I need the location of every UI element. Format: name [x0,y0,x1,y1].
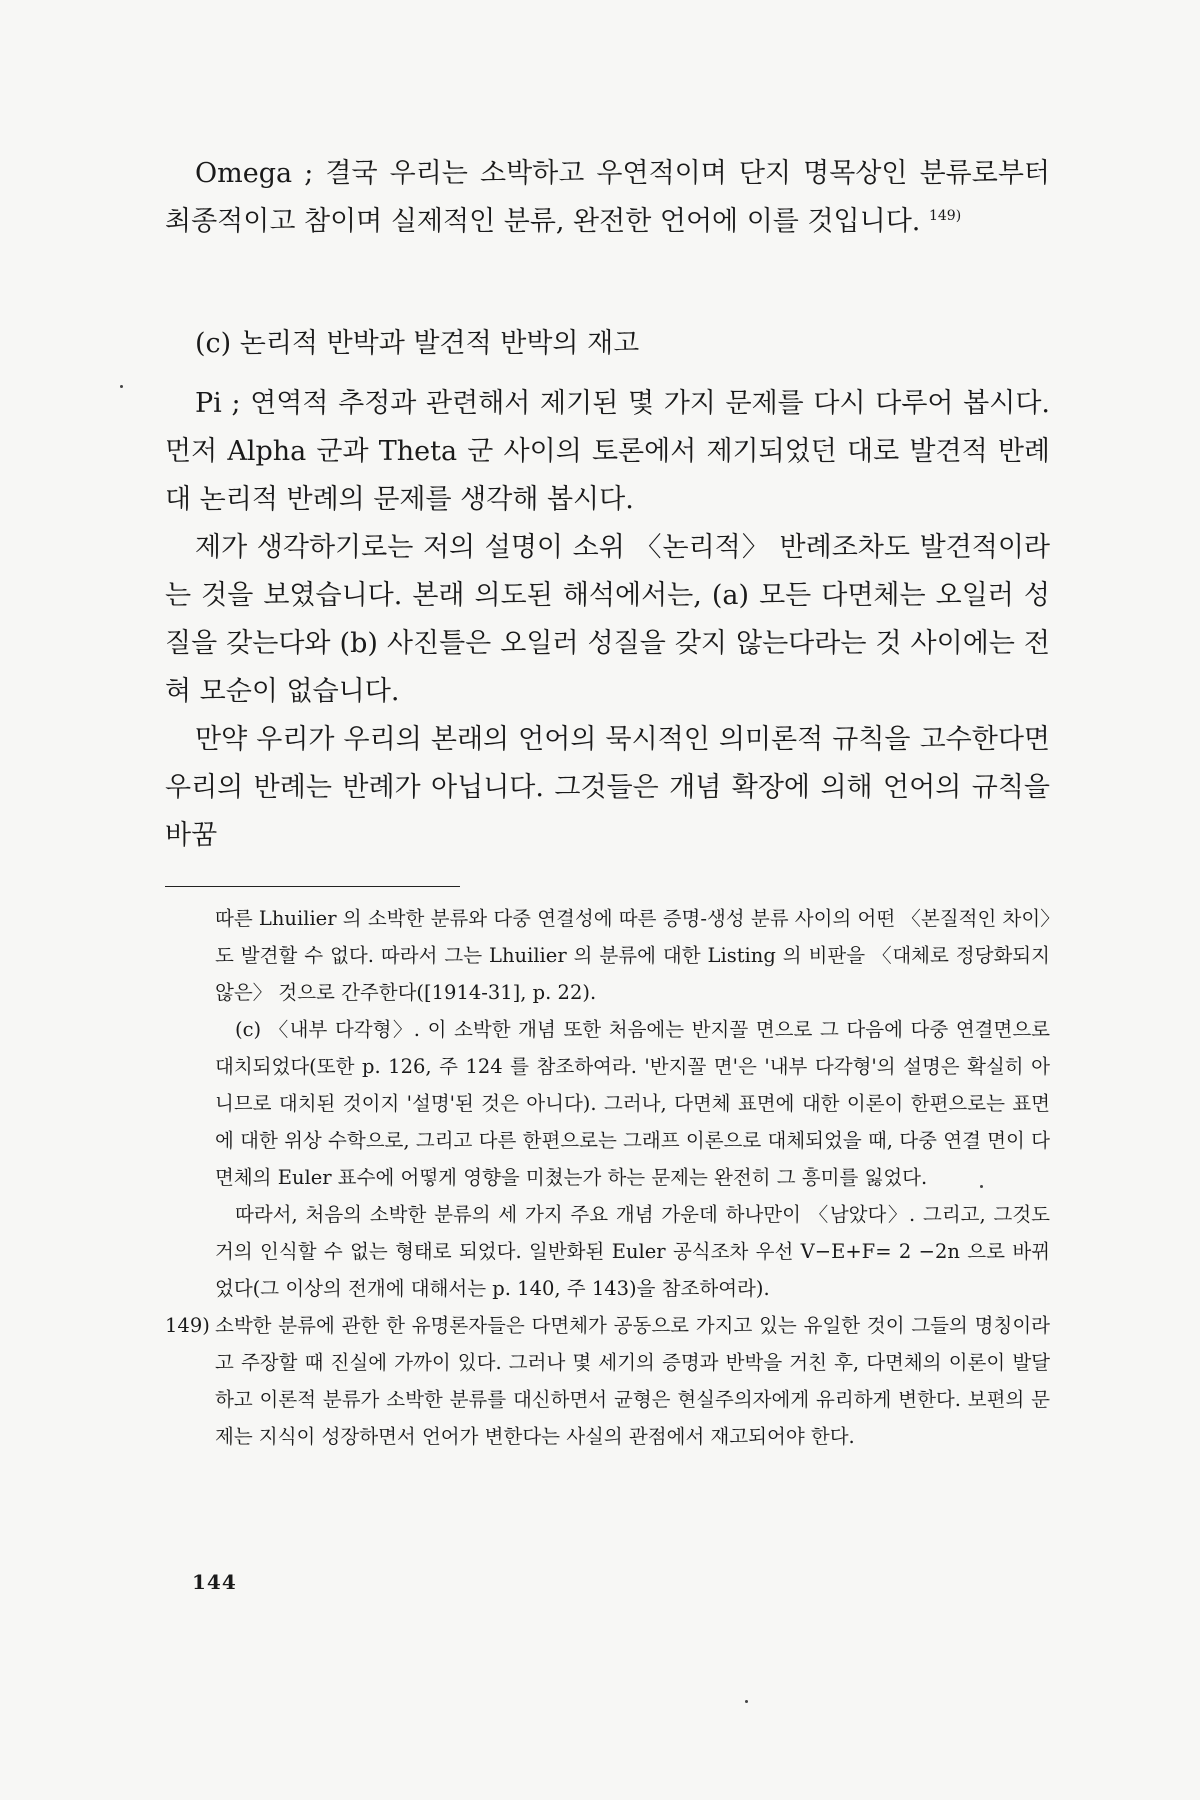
section-heading: (c) 논리적 반박과 발견적 반박의 재고 [195,328,640,359]
footnote-c-paragraph: (c) 〈내부 다각형〉. 이 소박한 개념 또한 처음에는 반지꼴 면으로 그 다음에 다중 연결면으로 대치되었다(또한 p. 126, 주 124 를 참조하여라. '반지꼴 면'은 '내부 다각형'의 설명은 확실히 아니므로 대치된 것이지 '설명'된 것은 아니다). 그러나, 다면체 표면에 대한 이론이 한편으로는 표면에 대한 위상 수학으로, 그리고 다른 한편으로는 그래프 이론으로 대체되었을 때, 다중 연결 면이 다면체의 Euler 표수에 어떻게 영향을 미쳤는가 하는 문제는 완전히 그 흥미를 잃었다. [215,1018,1050,1189]
omega-text: Omega ; 결국 우리는 소박하고 우연적이며 단지 명목상인 분류로부터 최종적이고 참이며 실제적인 분류, 완전한 언어에 이를 것입니다. [165,158,1050,237]
scan-speck [745,1700,748,1703]
footnote-continuation: 따른 Lhuilier 의 소박한 분류와 다중 연결성에 따른 증명-생성 분류 사이의 어떤 〈본질적인 차이〉도 발견할 수 없다. 따라서 그는 Lhuilier 의 분류에 대한 Listing 의 비판을 〈대체로 정당화되지 않은〉 것으로 간주한다([1914-31], p. 22). [215,907,1050,1004]
footnote-divider [165,886,460,887]
footnotes [165,900,1050,1455]
footnote-therefore-paragraph: 따라서, 처음의 소박한 분류의 세 가지 주요 개념 가운데 하나만이 〈남았다〉. 그리고, 그것도 거의 인식할 수 없는 형태로 되었다. 일반화된 Euler 공식조차 우선 V−E+F= 2 −2n 으로 바뀌었다(그 이상의 전개에 대해서는 p. 140, 주 143)을 참조하여라). [215,1203,1050,1300]
counterexample-paragraph: 만약 우리가 우리의 본래의 언어의 묵시적인 의미론적 규칙을 고수한다면 우리의 반례는 반례가 아닙니다. 그것들은 개념 확장에 의해 언어의 규칙을 바꿈 [165,724,1050,851]
explanation-paragraph: 제가 생각하기로는 저의 설명이 소위 〈논리적〉 반례조차도 발견적이라는 것을 보였습니다. 본래 의도된 해석에서는, (a) 모든 다면체는 오일러 성질을 갖는다와 (b) 사진틀은 오일러 성질을 갖지 않는다라는 것 사이에는 전혀 모순이 없습니다. [165,532,1050,707]
footnote-number: 149) [165,1314,210,1337]
main-text [165,380,1050,860]
page-number: 144 [192,1570,237,1594]
footnote-149 [165,1307,1050,1455]
footnote-149-text: 소박한 분류에 관한 한 유명론자들은 다면체가 공동으로 가지고 있는 유일한 것이 그들의 명칭이라고 주장할 때 진실에 가까이 있다. 그러나 몇 세기의 증명과 반박을 거친 후, 다면체의 이론이 발달하고 이론적 분류가 소박한 분류를 대신하면서 균형은 현실주의자에게 유리하게 변한다. 보편의 문제는 지식이 성장하면서 언어가 변한다는 사실의 관점에서 재고되어야 한다. [215,1314,1050,1448]
omega-paragraph [165,150,1050,246]
scan-speck [120,385,123,388]
scan-speck [980,1185,983,1188]
footnote-ref-149: 149) [928,208,962,224]
pi-paragraph: Pi ; 연역적 추정과 관련해서 제기된 몇 가지 문제를 다시 다루어 봅시다. 먼저 Alpha 군과 Theta 군 사이의 토론에서 제기되었던 대로 발견적 반례 대 논리적 반례의 문제를 생각해 봅시다. [165,388,1050,515]
